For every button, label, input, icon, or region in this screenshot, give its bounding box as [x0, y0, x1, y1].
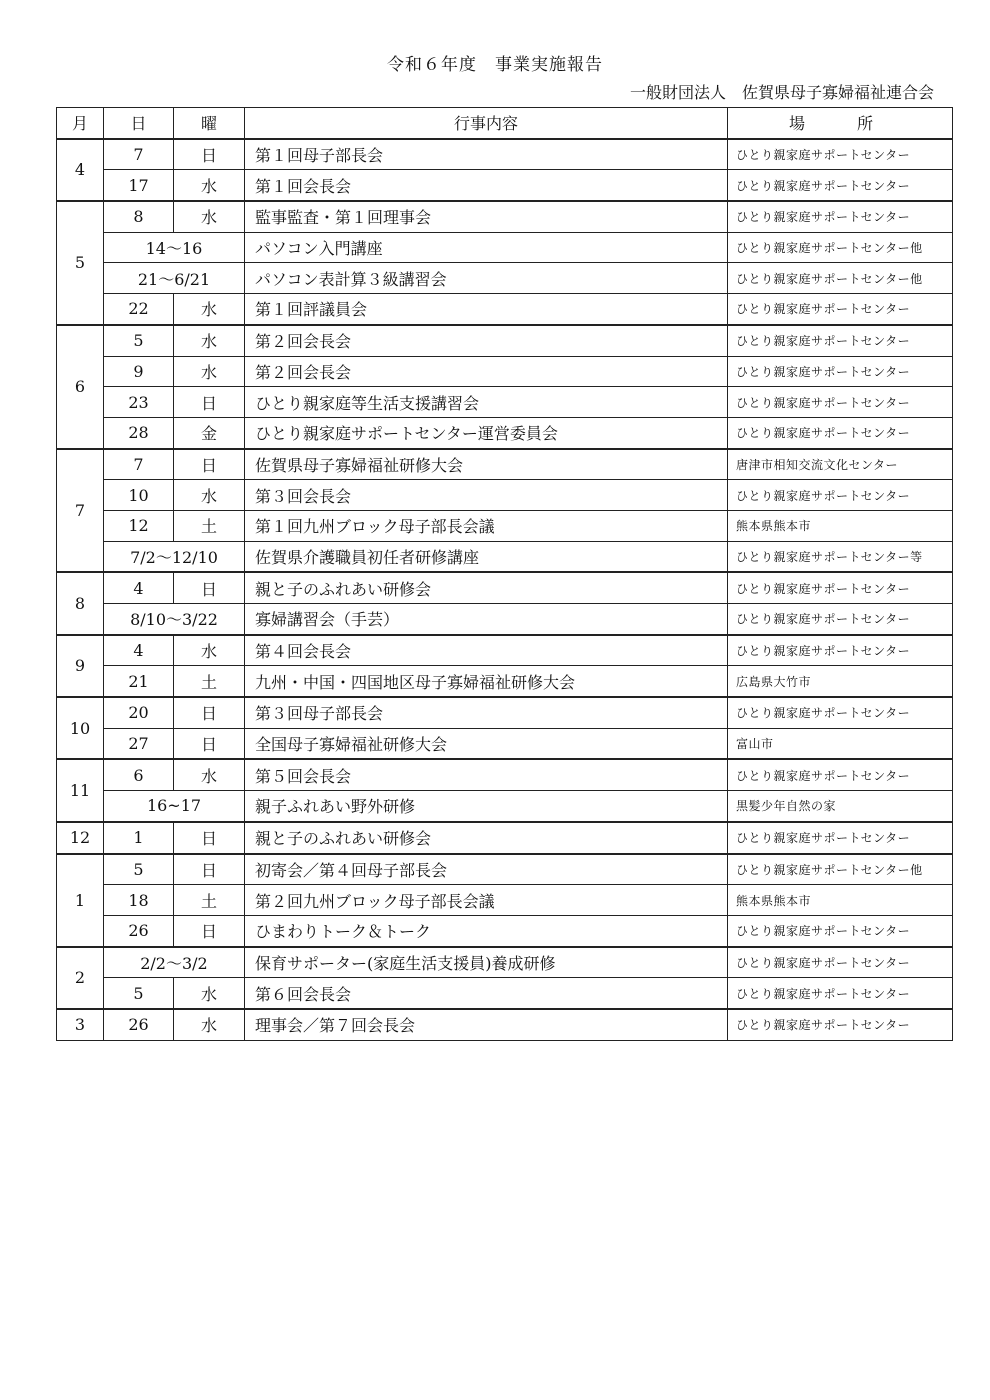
month-cell: 5 [57, 201, 104, 325]
table-row [57, 170, 953, 201]
event-cell: 寡婦講習会（手芸） [245, 604, 728, 635]
event-cell: パソコン表計算３級講習会 [245, 263, 728, 294]
place-cell: ひとり親家庭サポートセンター [728, 201, 953, 232]
weekday-cell: 金 [174, 417, 245, 448]
table-row [57, 417, 953, 448]
table-row [57, 604, 953, 635]
event-cell: ひまわりトーク＆トーク [245, 915, 728, 946]
day-cell: 4 [104, 572, 174, 603]
place-cell: ひとり親家庭サポートセンター [728, 294, 953, 325]
place-cell: 唐津市相知交流文化センター [728, 449, 953, 480]
day-cell: 6 [104, 759, 174, 790]
place-cell: ひとり親家庭サポートセンター [728, 978, 953, 1009]
event-cell: 親子ふれあい野外研修 [245, 791, 728, 822]
header-row [57, 108, 953, 139]
place-cell: ひとり親家庭サポートセンター [728, 947, 953, 978]
event-cell: 佐賀県母子寡婦福祉研修大会 [245, 449, 728, 480]
month-cell: 11 [57, 759, 104, 821]
place-cell: ひとり親家庭サポートセンター [728, 139, 953, 170]
weekday-cell: 日 [174, 449, 245, 480]
weekday-cell: 水 [174, 201, 245, 232]
event-cell: 初寄会／第４回母子部長会 [245, 854, 728, 885]
event-cell: ひとり親家庭サポートセンター運営委員会 [245, 417, 728, 448]
header-weekday: 曜 [174, 108, 245, 139]
table-row [57, 791, 953, 822]
weekday-cell: 水 [174, 356, 245, 387]
month-cell: 2 [57, 947, 104, 1009]
month-cell: 8 [57, 572, 104, 634]
month-cell: 6 [57, 325, 104, 449]
event-cell: 第５回会長会 [245, 759, 728, 790]
place-cell: 黒髪少年自然の家 [728, 791, 953, 822]
event-cell: 監事監査・第１回理事会 [245, 201, 728, 232]
day-cell: 1 [104, 822, 174, 854]
place-cell: ひとり親家庭サポートセンター [728, 822, 953, 854]
table-row [57, 139, 953, 170]
table-row [57, 885, 953, 916]
event-cell: 親と子のふれあい研修会 [245, 822, 728, 854]
event-cell: 第３回母子部長会 [245, 697, 728, 728]
event-cell: 第１回会長会 [245, 170, 728, 201]
weekday-cell: 日 [174, 854, 245, 885]
event-cell: 親と子のふれあい研修会 [245, 572, 728, 603]
place-cell: ひとり親家庭サポートセンター他 [728, 263, 953, 294]
weekday-cell: 水 [174, 759, 245, 790]
place-cell: ひとり親家庭サポートセンター等 [728, 541, 953, 572]
event-cell: 第１回母子部長会 [245, 139, 728, 170]
place-cell: 熊本県熊本市 [728, 510, 953, 541]
event-cell: 九州・中国・四国地区母子寡婦福祉研修大会 [245, 666, 728, 697]
table-row [57, 510, 953, 541]
place-cell: ひとり親家庭サポートセンター他 [728, 854, 953, 885]
place-cell: 広島県大竹市 [728, 666, 953, 697]
event-cell: 第３回会長会 [245, 480, 728, 511]
table-row [57, 666, 953, 697]
month-cell: 4 [57, 139, 104, 201]
place-cell: 富山市 [728, 728, 953, 759]
place-cell: ひとり親家庭サポートセンター他 [728, 232, 953, 263]
day-cell: 27 [104, 728, 174, 759]
date-range-cell: 14～16 [104, 232, 245, 263]
event-cell: 第２回会長会 [245, 325, 728, 356]
day-cell: 21 [104, 666, 174, 697]
table-row [57, 915, 953, 946]
month-cell: 1 [57, 854, 104, 947]
day-cell: 28 [104, 417, 174, 448]
day-cell: 17 [104, 170, 174, 201]
organization-name: 一般財団法人 佐賀県母子寡婦福祉連合会 [629, 83, 934, 102]
table-row [57, 387, 953, 418]
weekday-cell: 日 [174, 572, 245, 603]
place-cell: ひとり親家庭サポートセンター [728, 356, 953, 387]
table-row [57, 201, 953, 232]
table-row [57, 635, 953, 666]
weekday-cell: 水 [174, 170, 245, 201]
day-cell: 26 [104, 1009, 174, 1040]
report-table [56, 107, 953, 1041]
header-event: 行事内容 [245, 108, 728, 139]
report-body [57, 139, 953, 1040]
table-row [57, 232, 953, 263]
event-cell: 第６回会長会 [245, 978, 728, 1009]
place-cell: ひとり親家庭サポートセンター [728, 915, 953, 946]
place-cell: ひとり親家庭サポートセンター [728, 697, 953, 728]
table-row [57, 854, 953, 885]
day-cell: 12 [104, 510, 174, 541]
date-range-cell: 2/2～3/2 [104, 947, 245, 978]
table-row [57, 822, 953, 854]
weekday-cell: 日 [174, 915, 245, 946]
month-cell: 3 [57, 1009, 104, 1040]
place-cell: ひとり親家庭サポートセンター [728, 480, 953, 511]
place-cell: ひとり親家庭サポートセンター [728, 325, 953, 356]
date-range-cell: 21～6/21 [104, 263, 245, 294]
day-cell: 4 [104, 635, 174, 666]
table-row [57, 449, 953, 480]
weekday-cell: 水 [174, 325, 245, 356]
day-cell: 7 [104, 139, 174, 170]
table-row [57, 325, 953, 356]
table-row [57, 294, 953, 325]
weekday-cell: 水 [174, 635, 245, 666]
month-cell: 12 [57, 822, 104, 854]
table-row [57, 572, 953, 603]
weekday-cell: 水 [174, 978, 245, 1009]
table-row [57, 1009, 953, 1040]
weekday-cell: 水 [174, 294, 245, 325]
table-row [57, 978, 953, 1009]
place-cell: ひとり親家庭サポートセンター [728, 1009, 953, 1040]
weekday-cell: 土 [174, 885, 245, 916]
place-cell: ひとり親家庭サポートセンター [728, 635, 953, 666]
table-row [57, 541, 953, 572]
day-cell: 23 [104, 387, 174, 418]
weekday-cell: 日 [174, 822, 245, 854]
day-cell: 10 [104, 480, 174, 511]
month-cell: 7 [57, 449, 104, 573]
event-cell: 第１回九州ブロック母子部長会議 [245, 510, 728, 541]
weekday-cell: 土 [174, 666, 245, 697]
place-cell: ひとり親家庭サポートセンター [728, 417, 953, 448]
day-cell: 20 [104, 697, 174, 728]
day-cell: 5 [104, 325, 174, 356]
table-row [57, 356, 953, 387]
header-month: 月 [57, 108, 104, 139]
table-row [57, 759, 953, 790]
weekday-cell: 土 [174, 510, 245, 541]
event-cell: 第１回評議員会 [245, 294, 728, 325]
place-cell: ひとり親家庭サポートセンター [728, 387, 953, 418]
event-cell: 第２回九州ブロック母子部長会議 [245, 885, 728, 916]
place-cell: 熊本県熊本市 [728, 885, 953, 916]
month-cell: 10 [57, 697, 104, 759]
event-cell: 保育サポーター(家庭生活支援員)養成研修 [245, 947, 728, 978]
table-row [57, 263, 953, 294]
day-cell: 5 [104, 854, 174, 885]
place-cell: ひとり親家庭サポートセンター [728, 572, 953, 603]
day-cell: 22 [104, 294, 174, 325]
weekday-cell: 日 [174, 387, 245, 418]
weekday-cell: 日 [174, 139, 245, 170]
date-range-cell: 8/10～3/22 [104, 604, 245, 635]
place-cell: ひとり親家庭サポートセンター [728, 170, 953, 201]
weekday-cell: 水 [174, 1009, 245, 1040]
day-cell: 18 [104, 885, 174, 916]
event-cell: 全国母子寡婦福祉研修大会 [245, 728, 728, 759]
weekday-cell: 日 [174, 728, 245, 759]
header-place: 場 所 [728, 108, 953, 139]
event-cell: ひとり親家庭等生活支援講習会 [245, 387, 728, 418]
table-row [57, 697, 953, 728]
event-cell: 第２回会長会 [245, 356, 728, 387]
day-cell: 7 [104, 449, 174, 480]
month-cell: 9 [57, 635, 104, 697]
table-row [57, 947, 953, 978]
weekday-cell: 水 [174, 480, 245, 511]
day-cell: 26 [104, 915, 174, 946]
weekday-cell: 日 [174, 697, 245, 728]
day-cell: 5 [104, 978, 174, 1009]
date-range-cell: 7/2～12/10 [104, 541, 245, 572]
event-cell: パソコン入門講座 [245, 232, 728, 263]
event-cell: 第４回会長会 [245, 635, 728, 666]
day-cell: 9 [104, 356, 174, 387]
header-day: 日 [104, 108, 174, 139]
event-cell: 佐賀県介護職員初任者研修講座 [245, 541, 728, 572]
place-cell: ひとり親家庭サポートセンター [728, 604, 953, 635]
day-cell: 8 [104, 201, 174, 232]
table-row [57, 480, 953, 511]
table-row [57, 728, 953, 759]
date-range-cell: 16~17 [104, 791, 245, 822]
page-title: 令和６年度 事業実施報告 [387, 55, 603, 75]
event-cell: 理事会／第７回会長会 [245, 1009, 728, 1040]
place-cell: ひとり親家庭サポートセンター [728, 759, 953, 790]
